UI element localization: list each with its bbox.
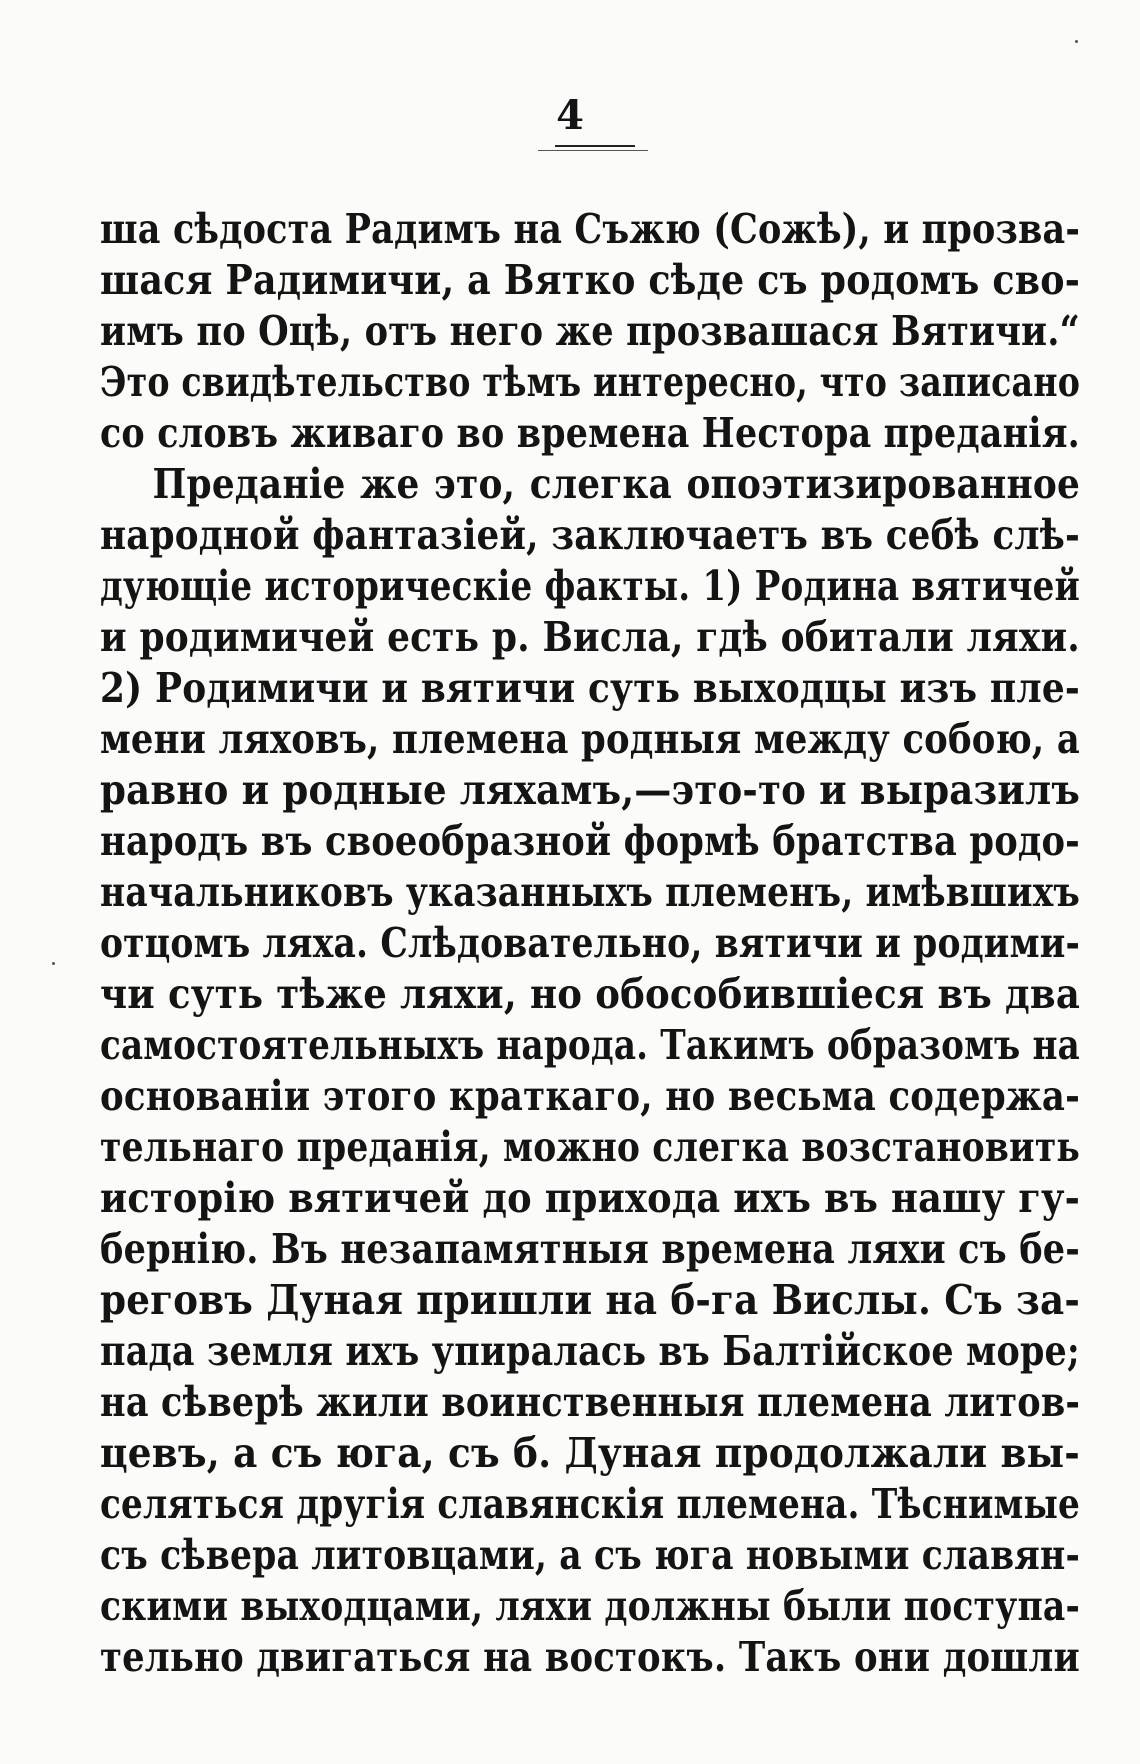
text-line: и родимичей есть р. Висла, гдѣ обитали ляхи. [100,613,1080,661]
text-line: дующіе историческіе факты. 1) Родина вятичей [100,562,1081,610]
text-line: 2) Родимичи и вятичи суть выходцы изъ пле- [100,664,1081,712]
text-line: народной фантазіей, заключаетъ въ себѣ слѣ- [100,511,1080,559]
text-line: реговъ Дуная пришли на б-га Вислы. Съ за- [100,1276,1080,1324]
text-line: цевъ, а съ юга, съ б. Дуная продолжали вы- [100,1429,1080,1477]
text-line: отцомъ ляха. Слѣдовательно, вятичи и родими- [100,919,1080,967]
text-line: шася Радимичи, а Вятко сѣде съ родомъ сво- [100,256,1081,304]
text-line: пада земля ихъ упиралась въ Балтійское море; [100,1327,1080,1375]
page-number: 4 [556,92,584,139]
text-line: тельно двигаться на востокъ. Такъ они дошли [100,1633,1080,1681]
text-line: чи суть тѣже ляхи, но обособившіеся въ два [100,970,1081,1018]
text-line: тельнаго преданія, можно слегка возстановить [100,1123,1081,1171]
text-line: исторію вятичей до прихода ихъ въ нашу гу- [100,1174,1081,1222]
text-line: Это свидѣтельство тѣмъ интересно, что записано [100,358,1081,406]
text-line: равно и родные ляхамъ,—это-то и выразилъ [100,766,1081,814]
paper-speck [1075,40,1078,43]
page-number-rule-lower [538,150,648,151]
text-line: начальниковъ указанныхъ племенъ, имѣвшихъ [100,868,1081,916]
text-line: народъ въ своеобразной формѣ братства родо- [100,817,1080,865]
text-line: селяться другія славянскія племена. Тѣснимые [100,1480,1080,1528]
text-line: съ сѣвера литовцами, а съ юга новыми славян- [100,1531,1080,1579]
text-line: мени ляховъ, племена родныя между собою, а [100,715,1080,763]
text-line: самостоятельныхъ народа. Такимъ образомъ на [100,1021,1080,1069]
text-line-paragraph-start: Преданіе же это, слегка опоэтизированное [152,460,1081,508]
paper-speck [52,962,55,965]
text-line: со словъ живаго во времена Нестора преданія. [100,409,1081,457]
text-line: имъ по Оцѣ, отъ него же прозвашася Вятичи.“ [100,307,1081,355]
page-number-rule [555,145,635,147]
text-line: основаніи этого краткаго, но весьма содержа- [100,1072,1081,1120]
text-line: скими выходцами, ляхи должны были поступа- [100,1582,1081,1630]
text-line: бернію. Въ незапамятныя времена ляхи съ бе- [100,1225,1081,1273]
text-line: ша сѣдоста Радимъ на Съжю (Сожѣ), и прозва- [100,205,1081,253]
text-line: на сѣверѣ жили воинственныя племена литов- [100,1378,1081,1426]
body-text [100,204,1080,1683]
